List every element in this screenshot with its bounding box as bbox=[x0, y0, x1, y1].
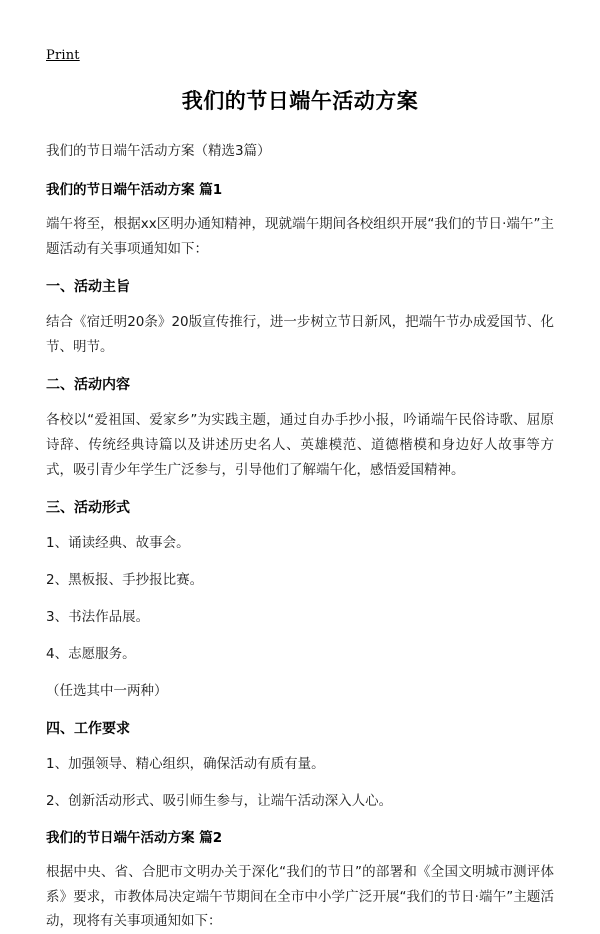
section-heading: 我们的节日端午活动方案 篇2 bbox=[46, 829, 223, 846]
subsection-heading: 一、活动主旨 bbox=[46, 278, 130, 295]
list-item: 3、书法作品展。 bbox=[46, 608, 150, 625]
list-item: 1、诵读经典、故事会。 bbox=[46, 534, 190, 551]
page-title: 我们的节日端午活动方案 bbox=[181, 89, 419, 113]
list-item: 2、黑板报、手抄报比赛。 bbox=[46, 571, 204, 588]
subsection-note: （任选其中一两种） bbox=[46, 682, 168, 699]
section-lead: 根据中央、省、合肥市文明办关于深化“我们的节日”的部署和《全国文明城市测评体系》要求，市教体局决定端午节期间在全市中小学广泛开展“我们的节日·端午”主题活动，现将有关事项通知如下： bbox=[46, 863, 554, 930]
section-heading: 我们的节日端午活动方案 篇1 bbox=[46, 181, 223, 198]
subsection-requirements bbox=[46, 718, 554, 814]
section-1 bbox=[46, 178, 554, 814]
subsection-body: 结合《宿迁明20条》20版宣传推行，进一步树立节日新风，把端午节办成爱国节、化节、明节。 bbox=[46, 313, 554, 355]
subsection-heading: 四、工作要求 bbox=[46, 720, 130, 737]
list-item: 4、志愿服务。 bbox=[46, 645, 136, 662]
section-2 bbox=[46, 826, 554, 934]
subsection-content bbox=[46, 374, 554, 483]
subsection-forms bbox=[46, 497, 554, 704]
list-item: 2、创新活动形式、吸引师生参与，让端午活动深入人心。 bbox=[46, 792, 393, 809]
subsection-heading: 二、活动内容 bbox=[46, 376, 130, 393]
subsection-purpose bbox=[46, 276, 554, 360]
subsection-heading: 三、活动形式 bbox=[46, 499, 130, 516]
subsection-body: 各校以“爱祖国、爱家乡”为实践主题，通过自办手抄小报，吟诵端午民俗诗歌、屈原诗辞、传统经典诗篇以及讲述历史名人、英雄模范、道德楷模和身边好人故事等方式，吸引青少年学生广泛参与，引导他们了解端午化，感悟爱国精神。 bbox=[46, 411, 554, 478]
print-button[interactable]: Print bbox=[46, 48, 80, 63]
section-lead: 端午将至，根据xx区明办通知精神，现就端午期间各校组织开展“我们的节日·端午”主题活动有关事项通知如下： bbox=[46, 215, 554, 257]
document-intro: 我们的节日端午活动方案（精选3篇） bbox=[46, 143, 271, 159]
list-item: 1、加强领导、精心组织，确保活动有质有量。 bbox=[46, 755, 325, 772]
